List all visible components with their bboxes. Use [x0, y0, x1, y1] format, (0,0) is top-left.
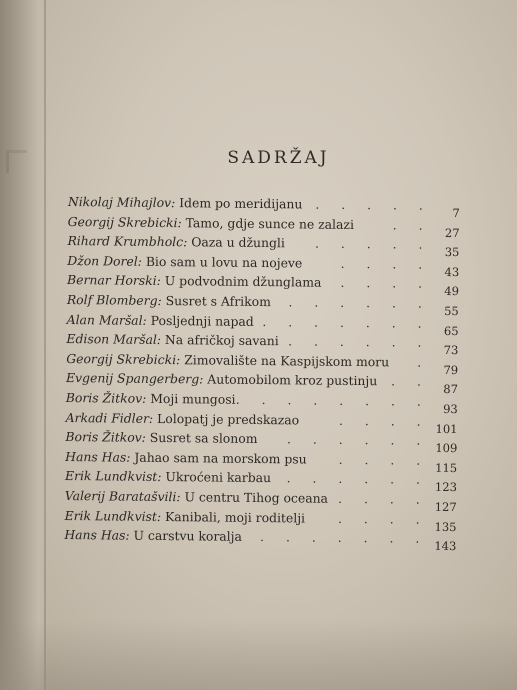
toc-page-number: 109 — [435, 440, 458, 456]
toc-dot-leader: . . . . . . . — [262, 313, 431, 331]
toc-page-number: 127 — [434, 499, 457, 514]
toc-title: Oaza u džungli — [191, 234, 285, 251]
toc-author: Džon Dorel: — [67, 252, 143, 269]
book-spine-crease — [44, 0, 46, 690]
toc-author: Bernar Horski: — [67, 272, 161, 289]
toc-page-number: 143 — [434, 538, 457, 554]
toc-title: Kanibali, moji roditelji — [164, 508, 306, 525]
toc-title: U podvodnim džunglama — [164, 273, 322, 291]
toc-dot-leader: . . . . — [338, 451, 430, 468]
toc-title: Ukroćeni karbau — [165, 469, 272, 486]
toc-entry — [64, 525, 457, 554]
toc-dot-leader: . . . . — [338, 490, 429, 507]
toc-dot-leader: . — [417, 354, 431, 370]
toc-dot-leader: . . . . . . . . — [235, 391, 430, 409]
toc-page-number: 115 — [435, 460, 458, 475]
toc-dot-leader: . . — [391, 373, 431, 390]
toc-title: U carstvu koralja — [133, 527, 242, 544]
toc-author: Alan Maršal: — [66, 311, 147, 328]
toc-page-number: 35 — [444, 245, 460, 260]
toc-author: Hans Has: — [64, 527, 130, 543]
toc-author: Rolf Blomberg: — [66, 291, 162, 308]
toc-page-number: 55 — [444, 303, 459, 319]
toc-dot-leader: . . . . — [340, 275, 432, 292]
toc-author: Arkadi Fidler: — [65, 409, 154, 426]
toc-author: Rihard Krumbholc: — [67, 233, 188, 250]
toc-dot-leader: . . . . . . — [286, 470, 430, 488]
toc-dot-leader: . . . . . . — [288, 294, 431, 311]
toc-page-number: 135 — [434, 519, 457, 534]
toc-page-number: 93 — [443, 401, 458, 417]
toc-author: Boris Žitkov: — [65, 429, 146, 445]
toc-author: Evgenij Spangerberg: — [65, 370, 204, 387]
toc-title: U centru Tihog oceana — [184, 489, 329, 506]
toc-dot-leader: . . — [392, 216, 432, 233]
toc-page-number: 87 — [443, 382, 459, 397]
toc-title: Automobilom kroz pustinju — [207, 371, 378, 389]
toc-dot-leader: . . . . . . . — [260, 529, 429, 546]
toc-title: Susret s Afrikom — [165, 292, 271, 310]
toc-dot-leader: . . . . . . — [287, 431, 430, 448]
toc-dot-leader: . . . . . . — [288, 333, 431, 350]
toc-page-number: 101 — [435, 421, 458, 436]
toc-author: Georgij Skrebicki: — [66, 350, 181, 367]
toc-dot-leader: . . . . — [337, 510, 429, 527]
toc-title: Bio sam u lovu na nojeve — [145, 253, 303, 271]
toc-page-number: 49 — [444, 284, 460, 299]
toc-page-number: 73 — [443, 343, 459, 358]
toc-author: Hans Has: — [65, 448, 131, 465]
toc-page-number: 27 — [444, 225, 460, 240]
toc-author: Boris Žitkov: — [65, 389, 147, 406]
toc-title: Lolopatj je predskazao — [157, 410, 300, 427]
toc-title: Jahao sam na morskom psu — [134, 449, 307, 467]
toc-title: Posljednji napad — [150, 312, 254, 329]
toc-title: Tamo, gdje sunce ne zalazi — [185, 214, 355, 232]
toc-title: Susret sa slonom — [149, 429, 258, 447]
toc-author: Erik Lundkvist: — [64, 507, 162, 524]
page-bottom-shadow — [0, 620, 517, 690]
table-of-contents — [64, 192, 460, 554]
toc-title: Na afričkoj savani — [164, 332, 279, 349]
toc-author: Edison Maršal: — [66, 331, 162, 348]
toc-dot-leader: . . . . . — [315, 196, 432, 213]
toc-dot-leader: . . . . . — [314, 235, 432, 252]
toc-dot-leader: . . . . — [338, 412, 430, 429]
toc-author: Georgij Skrebicki: — [67, 213, 182, 230]
toc-page-number: 43 — [444, 264, 460, 279]
toc-author: Erik Lundkvist: — [64, 468, 162, 485]
toc-page-number: 7 — [452, 206, 460, 221]
toc-page-number: 65 — [443, 323, 459, 338]
toc-title: Moji mungosi — [150, 390, 236, 407]
book-gutter-shadow — [0, 0, 48, 690]
toc-author: Nikolaj Mihajlov: — [67, 193, 176, 211]
contents-title: SADRŽAJ — [227, 148, 330, 168]
toc-title: Idem po meridijanu — [179, 195, 303, 212]
toc-title: Zimovalište na Kaspijskom moru — [184, 351, 390, 370]
toc-page-number: 79 — [443, 362, 459, 377]
toc-page-number: 123 — [434, 480, 458, 495]
toc-author: Valerij Baratašvili: — [64, 487, 181, 505]
toc-dot-leader: . . . . — [340, 255, 432, 272]
